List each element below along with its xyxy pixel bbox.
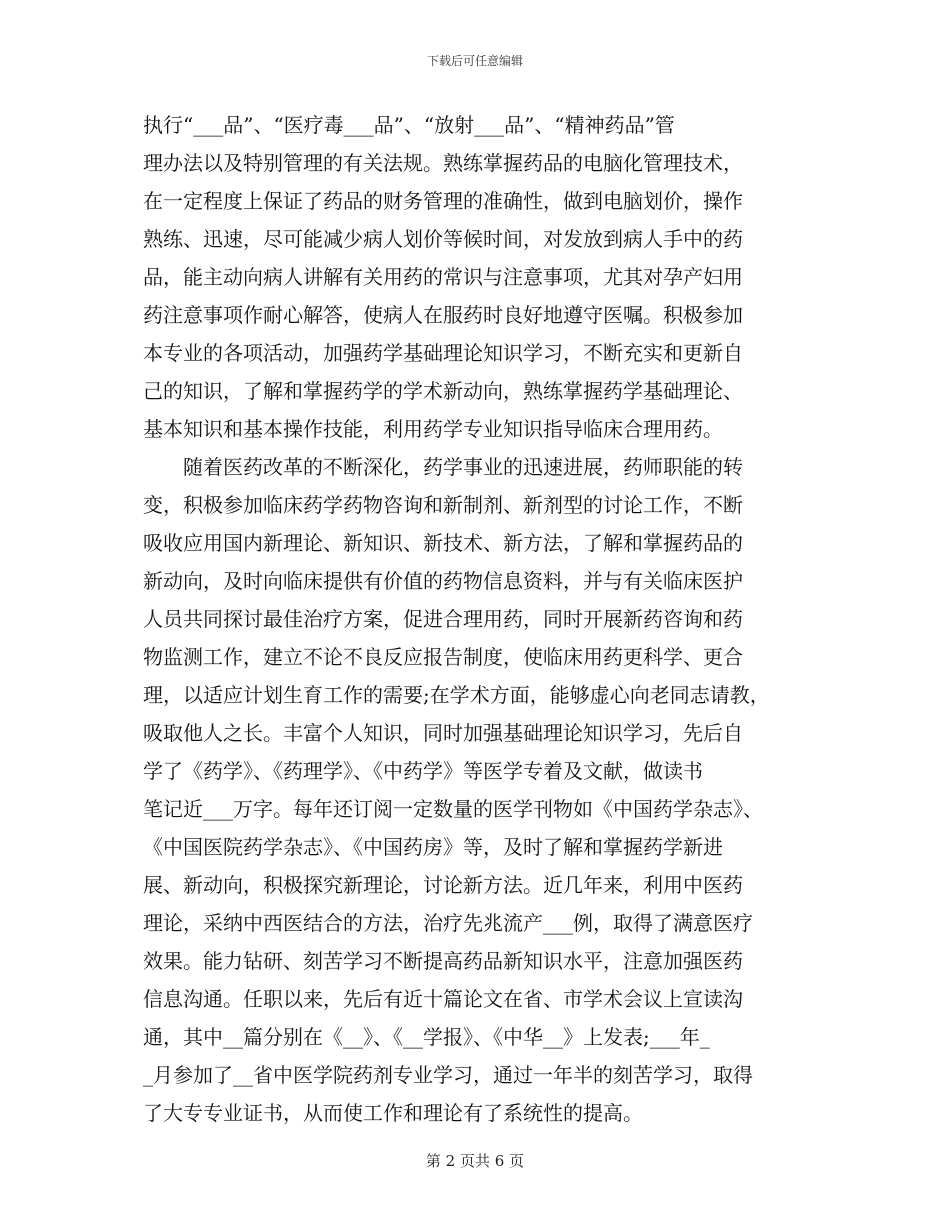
text-line: 理，以适应计划生育工作的需要;在学术方面，能够虚心向老同志请教， xyxy=(143,683,770,707)
text-line: 学了《药学》、《药理学》、《中药学》等医学专着及文献，做读书 xyxy=(143,759,703,783)
text-line: 信息沟通。任职以来，先后有近十篇论文在省、市学术会议上宣读沟 xyxy=(143,987,743,1011)
text-line: 吸收应用国内新理论、新知识、新技术、新方法，了解和掌握药品的 xyxy=(143,531,743,555)
text-line: 了大专专业证书，从而使工作和理论有了系统性的提高。 xyxy=(143,1101,643,1125)
text-line: 执行“___品”、“医疗毒___品”、“放射___品”、“精神药品”管 xyxy=(143,113,675,137)
text-line: 理办法以及特别管理的有关法规。熟练掌握药品的电脑化管理技术， xyxy=(143,151,743,175)
text-line: 变，积极参加临床药学药物咨询和新制剂、新剂型的讨论工作，不断 xyxy=(143,493,743,517)
text-line: 己的知识，了解和掌握药学的学术新动向，熟练掌握药学基础理论、 xyxy=(143,379,743,403)
document-body xyxy=(143,106,803,1132)
text-line: 物监测工作，建立不论不良反应报告制度，使临床用药更科学、更合 xyxy=(143,645,743,669)
text-line: 吸取他人之长。丰富个人知识，同时加强基础理论知识学习，先后自 xyxy=(143,721,743,745)
text-line: 《中国医院药学杂志》、《中国药房》等，及时了解和掌握药学新进 xyxy=(143,835,723,859)
text-line: 笔记近___万字。每年还订阅一定数量的医学刊物如《中国药学杂志》、 xyxy=(143,797,763,821)
text-line: 新动向，及时向临床提供有价值的药物信息资料，并与有关临床医护 xyxy=(143,569,743,593)
text-line: 在一定程度上保证了药品的财务管理的准确性，做到电脑划价，操作 xyxy=(143,189,743,213)
text-line: 本专业的各项活动，加强药学基础理论知识学习，不断充实和更新自 xyxy=(143,341,743,365)
text-line: 基本知识和基本操作技能，利用药学专业知识指导临床合理用药。 xyxy=(143,417,723,441)
text-line: 人员共同探讨最佳治疗方案，促进合理用药，同时开展新药咨询和药 xyxy=(143,607,743,631)
text-line: 熟练、迅速，尽可能减少病人划价等候时间，对发放到病人手中的药 xyxy=(143,227,743,251)
text-line: 展、新动向，积极探究新理论，讨论新方法。近几年来，利用中医药 xyxy=(143,873,743,897)
text-line: 理论，采纳中西医结合的方法，治疗先兆流产___例，取得了满意医疗 xyxy=(143,911,753,935)
page-footer: 第 2 页共 6 页 xyxy=(425,1152,525,1170)
page-header: 下载后可任意编辑 xyxy=(426,54,523,68)
text-line: 药注意事项作耐心解答，使病人在服药时良好地遵守医嘱。积极参加 xyxy=(143,303,743,327)
text-line: _月参加了__省中医学院药剂专业学习，通过一年半的刻苦学习，取得 xyxy=(143,1063,753,1087)
text-line: 随着医药改革的不断深化，药学事业的迅速进展，药师职能的转 xyxy=(143,455,743,479)
text-line: 品，能主动向病人讲解有关用药的常识与注意事项，尤其对孕产妇用 xyxy=(143,265,743,289)
text-line: 效果。能力钻研、刻苦学习不断提高药品新知识水平，注意加强医药 xyxy=(143,949,743,973)
text-line: 通，其中__篇分别在《__》、《__学报》、《中华__》上发表;___年_ xyxy=(143,1025,710,1049)
